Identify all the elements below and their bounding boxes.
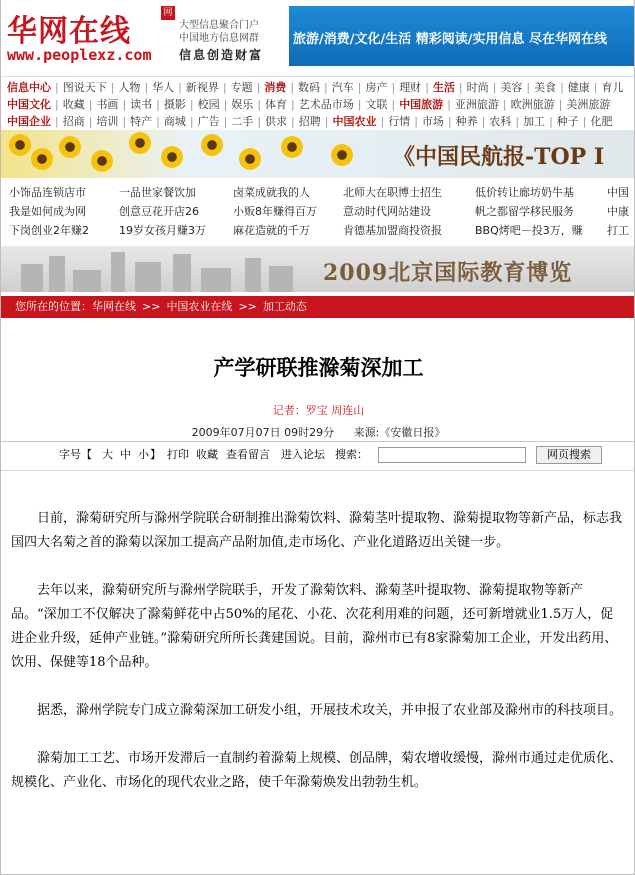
nav-link[interactable]: 生活 xyxy=(432,81,455,94)
sunflower-icon xyxy=(161,146,183,168)
nav-separator: | xyxy=(55,81,59,94)
header-banner[interactable] xyxy=(289,6,635,66)
nav-separator: | xyxy=(414,115,418,128)
nav-separator: | xyxy=(189,115,194,128)
sunflower-icon xyxy=(129,132,151,154)
nav-separator: | xyxy=(88,98,93,111)
ad-link[interactable]: 创意豆花开店26 xyxy=(119,205,199,218)
nav-separator: | xyxy=(290,81,295,94)
ad-link[interactable]: 一品世家餐饮加 xyxy=(119,186,196,199)
divider xyxy=(1,470,635,471)
article-meta xyxy=(1,424,635,440)
font-size-close: 】 xyxy=(150,448,161,461)
nav-link[interactable]: 行情 xyxy=(388,115,411,128)
nav-separator: | xyxy=(425,81,429,94)
nav-separator: | xyxy=(560,81,564,94)
nav-separator: | xyxy=(324,81,328,94)
nav-separator: | xyxy=(593,81,598,94)
nav-separator: | xyxy=(178,81,182,94)
nav-row-3 xyxy=(7,113,617,131)
ad-link[interactable]: 肯德基加盟商投资报 xyxy=(343,224,442,237)
nav-separator: | xyxy=(391,98,396,111)
nav-link[interactable]: 消费 xyxy=(264,81,287,94)
banner1-text: 《中国民航报-TOP Ⅰ xyxy=(393,144,605,170)
nav-link[interactable]: 读书 xyxy=(130,98,153,111)
airline-news-banner[interactable] xyxy=(1,130,635,178)
logo-title: 华网在线 xyxy=(7,14,131,49)
nav-separator: | xyxy=(324,115,329,128)
nav-link[interactable]: 商城 xyxy=(163,115,186,128)
nav-separator: | xyxy=(526,81,531,94)
search-label: 搜索： xyxy=(335,448,368,461)
nav-link[interactable]: 招商 xyxy=(62,115,85,128)
nav-separator: | xyxy=(447,115,452,128)
building-icon xyxy=(269,266,293,292)
ad-link[interactable]: 低价转让廊坊奶牛基 xyxy=(475,186,574,199)
nav-separator: | xyxy=(122,98,127,111)
nav-separator: | xyxy=(156,115,160,128)
ad-link[interactable]: 小贩8年赚得百万 xyxy=(233,205,317,218)
nav-separator: | xyxy=(257,98,262,111)
nav-separator: | xyxy=(502,98,507,111)
logo-badge: 网 xyxy=(161,6,175,20)
nav-link[interactable]: 亚洲旅游 xyxy=(454,98,499,111)
nav-link[interactable]: 专题 xyxy=(230,81,253,94)
nav-link[interactable]: 育儿 xyxy=(601,81,624,94)
article-source: 来源:《安徽日报》 xyxy=(353,426,446,439)
logo-slogan: 信息创造财富 xyxy=(179,48,264,62)
ad-link[interactable]: 北师大在职博士招生 xyxy=(343,186,442,199)
article-body xyxy=(11,507,623,819)
nav-separator: | xyxy=(549,115,553,128)
nav-link[interactable]: 广告 xyxy=(197,115,220,128)
favorite-link[interactable]: 收藏 xyxy=(196,448,218,461)
font-size-medium-link[interactable]: 中 xyxy=(120,448,131,461)
ad-link[interactable]: 19岁女孩月赚3万 xyxy=(119,224,206,237)
ad-link[interactable]: 卤菜成就我的人 xyxy=(233,186,310,199)
nav-link[interactable]: 人物 xyxy=(118,81,141,94)
sunflower-icon xyxy=(59,136,81,158)
nav-link[interactable]: 种子 xyxy=(556,115,579,128)
nav-link[interactable]: 数码 xyxy=(298,81,321,94)
ad-link[interactable]: 麻花造就的千万 xyxy=(233,224,310,237)
banner2-text: 2009北京国际教育博览 xyxy=(323,260,573,286)
nav-link[interactable]: 房产 xyxy=(365,81,388,94)
article-toolbar xyxy=(1,444,635,466)
nav-link[interactable]: 汽车 xyxy=(331,81,354,94)
nav-link[interactable]: 加工 xyxy=(523,115,546,128)
nav-link[interactable]: 艺术品市场 xyxy=(298,98,354,111)
nav-separator: | xyxy=(515,115,520,128)
site-logo[interactable] xyxy=(1,0,286,72)
nav-link[interactable]: 美洲旅游 xyxy=(566,98,611,111)
nav-link[interactable]: 中国企业 xyxy=(7,115,51,128)
nav-link[interactable]: 新视界 xyxy=(185,81,219,94)
web-search-button[interactable]: 网页搜索 xyxy=(536,446,602,464)
building-icon xyxy=(21,264,43,292)
view-comments-link[interactable]: 查看留言 xyxy=(226,448,270,461)
logo-tagline-1: 大型信息聚合门户 xyxy=(179,20,259,31)
nav-separator: | xyxy=(582,115,587,128)
sunflower-icon xyxy=(239,148,261,170)
nav-separator: | xyxy=(391,81,396,94)
nav-separator: | xyxy=(222,81,227,94)
sunflower-icon xyxy=(281,136,303,158)
nav-link[interactable]: 培训 xyxy=(96,115,119,128)
divider xyxy=(1,441,635,442)
nav-separator: | xyxy=(122,115,127,128)
nav-separator: | xyxy=(481,115,486,128)
building-icon xyxy=(201,268,231,292)
ad-link[interactable]: 中康 xyxy=(607,205,629,218)
nav-link[interactable]: 校园 xyxy=(197,98,220,111)
nav-separator: | xyxy=(223,115,228,128)
ad-link[interactable]: BBQ烤吧－投3万，赚 xyxy=(475,224,583,237)
article-title: 产学研联推滁菊深加工 xyxy=(213,355,424,380)
nav-link[interactable]: 体育 xyxy=(265,98,288,111)
nav-link[interactable]: 市场 xyxy=(421,115,444,128)
breadcrumb-link[interactable]: 加工动态 xyxy=(262,300,307,313)
building-icon xyxy=(173,254,191,292)
nav-separator: | xyxy=(458,81,463,94)
nav-separator: | xyxy=(256,81,261,94)
nav-separator: | xyxy=(291,98,295,111)
nav-link[interactable]: 中国旅游 xyxy=(399,98,444,111)
nav-link[interactable]: 供求 xyxy=(265,115,288,128)
nav-separator: | xyxy=(189,98,194,111)
building-icon xyxy=(245,258,261,292)
nav-separator: | xyxy=(156,98,160,111)
nav-link[interactable]: 美食 xyxy=(534,81,557,94)
nav-link[interactable]: 文联 xyxy=(365,98,388,111)
article-author: 记者：罗宝 周连山 xyxy=(272,404,365,417)
nav-link[interactable]: 欧洲旅游 xyxy=(510,98,555,111)
nav-link[interactable]: 娱乐 xyxy=(231,98,254,111)
nav-separator: | xyxy=(558,98,563,111)
logo-tagline-2: 中国地方信息网群 xyxy=(179,33,259,44)
article-paragraph: 日前，滁菊研究所与滁州学院联合研制推出滁菊饮料、滁菊茎叶提取物、滁菊提取物等新产品，标志我国四大名菊之首的滁菊以深加工提高产品附加值,走市场化、产业化道路迈出关键一步。 xyxy=(11,511,623,550)
site-header xyxy=(1,0,635,72)
print-link[interactable]: 打印 xyxy=(167,448,189,461)
nav-link[interactable]: 招聘 xyxy=(298,115,321,128)
nav-row-2 xyxy=(7,96,614,114)
breadcrumb xyxy=(1,296,635,318)
breadcrumb-link[interactable]: 您所在的位置：华网在线 xyxy=(15,300,136,313)
breadcrumb-separator: >> xyxy=(142,300,161,313)
nav-separator: | xyxy=(291,115,295,128)
nav-separator: | xyxy=(110,81,115,94)
nav-separator: | xyxy=(357,98,362,111)
font-size-label: 字号【 xyxy=(59,448,92,461)
ad-link[interactable]: 帆之都留学移民服务 xyxy=(475,205,574,218)
nav-link[interactable]: 收藏 xyxy=(62,98,85,111)
sunflower-icon xyxy=(9,134,31,156)
enter-forum-link[interactable]: 进入论坛 xyxy=(281,448,325,461)
ad-link[interactable]: 下岗创业2年赚2 xyxy=(9,224,89,237)
article-paragraph: 去年以来，滁菊研究所与滁州学院联手，开发了滁菊饮料、滁菊茎叶提取物、滁菊提取物等新产品。“深加工不仅解决了滁菊鲜花中占50%的尾花、小花、次花利用难的问题，还可新增就业1.5万人，促进企业升级，延伸产业链。”滁菊研究所所长龚建国说。目前，滁州市已有8家滁菊加工企业，开发出药用、饮用、保健等18个品种。 xyxy=(11,583,618,670)
sunflower-icon xyxy=(201,134,223,156)
nav-link[interactable]: 健康 xyxy=(567,81,590,94)
sunflower-icon xyxy=(331,144,353,166)
ad-link[interactable]: 小饰品连锁店市 xyxy=(9,186,86,199)
nav-separator: | xyxy=(357,81,362,94)
nav-separator: | xyxy=(492,81,497,94)
text-ads xyxy=(1,182,635,240)
nav-link[interactable]: 图说天下 xyxy=(62,81,107,94)
nav-link[interactable]: 化肥 xyxy=(590,115,613,128)
sunflower-icon xyxy=(91,150,113,172)
article-paragraph: 滁菊加工工艺、市场开发滞后一直制约着滁菊上规模、创品牌，菊农增收缓慢，滁州市通过走优质化、规模化、产业化、市场化的现代农业之路，使千年滁菊焕发出勃勃生机。 xyxy=(11,751,623,790)
nav-link[interactable]: 华人 xyxy=(152,81,175,94)
nav-link[interactable]: 特产 xyxy=(130,115,153,128)
ad-link[interactable]: 打工 xyxy=(607,224,629,237)
nav-link[interactable]: 时尚 xyxy=(466,81,489,94)
nav-link[interactable]: 书画 xyxy=(96,98,119,111)
nav-separator: | xyxy=(55,115,59,128)
logo-url: www.peoplexz.com xyxy=(7,46,152,64)
font-size-large-link[interactable]: 大 xyxy=(102,448,113,461)
building-icon xyxy=(135,262,161,292)
nav-separator: | xyxy=(447,98,451,111)
nav-row-1 xyxy=(7,79,628,97)
nav-separator: | xyxy=(88,115,93,128)
breadcrumb-separator: >> xyxy=(238,300,257,313)
article-date: 2009年07月07日 09时29分 xyxy=(191,426,335,439)
nav-link[interactable]: 农科 xyxy=(489,115,512,128)
nav-separator: | xyxy=(144,81,149,94)
nav-link[interactable]: 中国农业 xyxy=(332,115,377,128)
building-icon xyxy=(49,256,65,292)
search-input[interactable] xyxy=(378,447,526,463)
nav-link[interactable]: 信息中心 xyxy=(7,81,51,94)
nav-separator: | xyxy=(380,115,385,128)
nav-link[interactable]: 美容 xyxy=(500,81,523,94)
breadcrumb-link[interactable]: 中国农业在线 xyxy=(166,300,233,313)
building-icon xyxy=(73,270,101,292)
header-banner-text: 旅游/消费/文化/生活 精彩阅读/实用信息 尽在华网在线 xyxy=(293,32,608,47)
sunflower-icon xyxy=(31,148,53,170)
nav-separator: | xyxy=(223,98,228,111)
ad-link[interactable]: 中国 xyxy=(607,186,629,199)
nav-link[interactable]: 理财 xyxy=(399,81,422,94)
nav-link[interactable]: 中国文化 xyxy=(7,98,51,111)
nav-link[interactable]: 二手 xyxy=(231,115,254,128)
nav-separator: | xyxy=(55,98,59,111)
nav-separator: | xyxy=(257,115,262,128)
article-paragraph: 据悉，滁州学院专门成立滁菊深加工研发小组，开展技术攻关，并申报了农业部及滁州市的科技项目。 xyxy=(37,703,623,718)
nav-link[interactable]: 种养 xyxy=(455,115,478,128)
building-icon xyxy=(111,252,125,292)
education-expo-banner[interactable] xyxy=(1,246,635,292)
nav-link[interactable]: 摄影 xyxy=(163,98,186,111)
main-nav xyxy=(1,76,635,130)
ad-link[interactable]: 我是如何成为网 xyxy=(9,205,86,218)
ad-link[interactable]: 意动时代网站建设 xyxy=(343,205,431,218)
font-size-small-link[interactable]: 小 xyxy=(138,448,149,461)
